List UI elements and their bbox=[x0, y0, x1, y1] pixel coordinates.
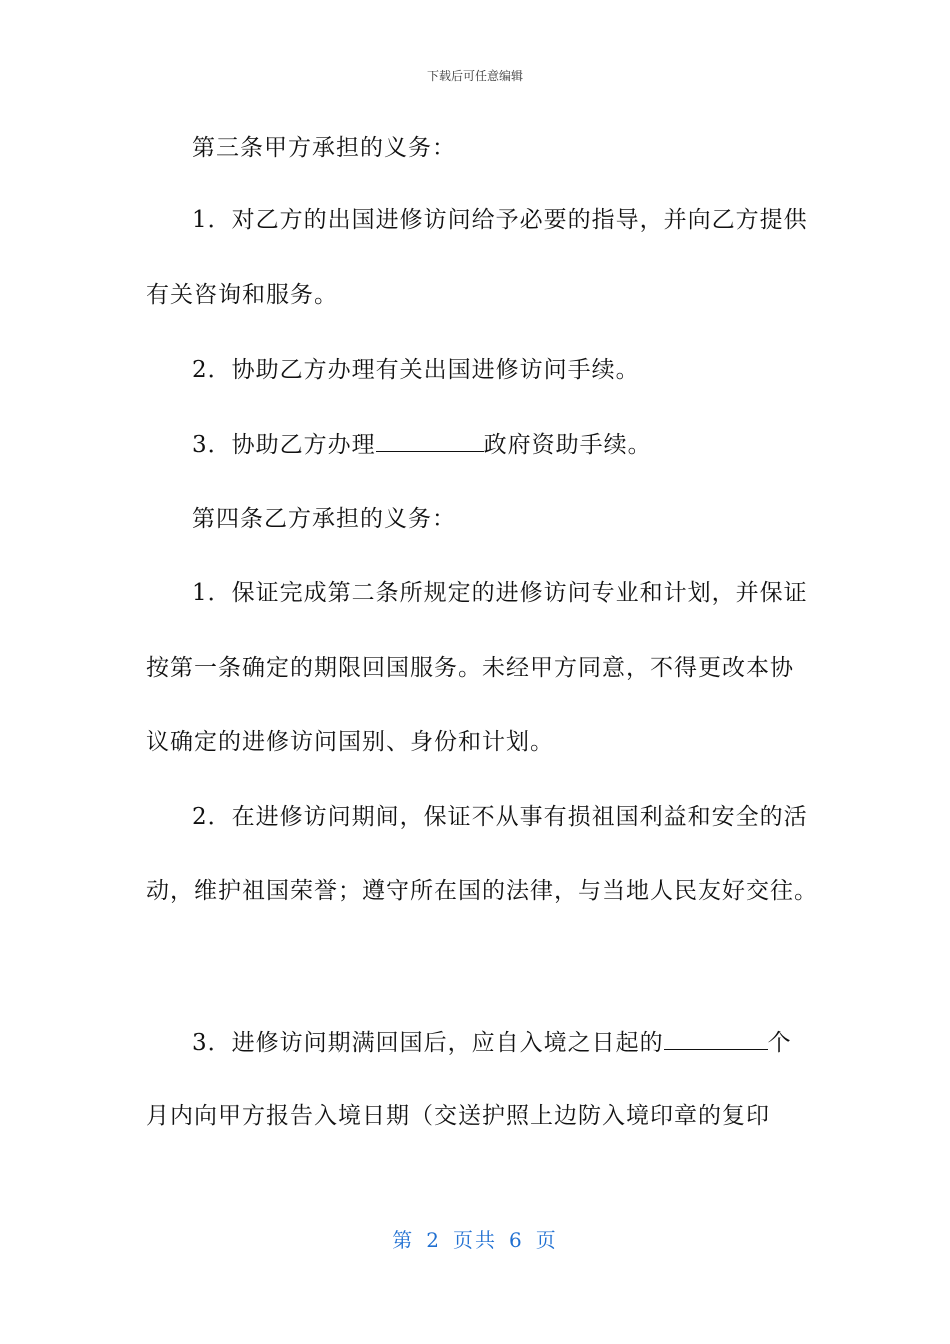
footer-middle: 页共 bbox=[453, 1228, 497, 1252]
page-footer bbox=[0, 1224, 950, 1253]
footer-page-number: 2 bbox=[426, 1228, 441, 1252]
article-4-item-2-line-1: 2．在进修访问期间，保证不从事有损祖国利益和安全的活 bbox=[192, 804, 808, 830]
footer-suffix: 页 bbox=[535, 1228, 558, 1252]
article-3-item-3-text-b: 政府资助手续。 bbox=[483, 432, 652, 458]
article-3-item-3 bbox=[192, 429, 872, 460]
article-4-item-3-line-2: 月内向甲方报告入境日期（交送护照上边防入境印章的复印 bbox=[146, 1103, 770, 1129]
footer-prefix: 第 bbox=[392, 1228, 415, 1252]
article-3-heading: 第三条甲方承担的义务： bbox=[192, 135, 456, 161]
article-4-item-3-text-b: 个 bbox=[767, 1030, 792, 1056]
article-4-item-3-text-a: 3．进修访问期满回国后，应自入境之日起的 bbox=[192, 1030, 664, 1056]
article-4-item-2-line-2: 动，维护祖国荣誉；遵守所在国的法律，与当地人民友好交往。 bbox=[146, 878, 818, 904]
article-4-item-1-line-1: 1．保证完成第二条所规定的进修访问专业和计划，并保证 bbox=[192, 580, 808, 606]
article-3-item-1-line-2: 有关咨询和服务。 bbox=[146, 282, 338, 308]
article-3-item-2: 2．协助乙方办理有关出国进修访问手续。 bbox=[192, 357, 640, 383]
header-note: 下载后可任意编辑 bbox=[426, 69, 523, 83]
article-4-item-1-line-2: 按第一条确定的期限回国服务。未经甲方同意，不得更改本协 bbox=[146, 655, 794, 681]
fill-blank-line bbox=[664, 1027, 768, 1050]
article-3-item-3-text-a: 3．协助乙方办理 bbox=[192, 432, 376, 458]
article-4-heading: 第四条乙方承担的义务： bbox=[192, 506, 456, 532]
article-4-item-3-line-1 bbox=[192, 1027, 872, 1058]
fill-blank-line bbox=[376, 429, 484, 452]
article-3-item-1-line-1: 1．对乙方的出国进修访问给予必要的指导，并向乙方提供 bbox=[192, 207, 808, 233]
article-4-item-1-line-3: 议确定的进修访问国别、身份和计划。 bbox=[146, 729, 554, 755]
footer-total-pages: 6 bbox=[509, 1228, 524, 1252]
